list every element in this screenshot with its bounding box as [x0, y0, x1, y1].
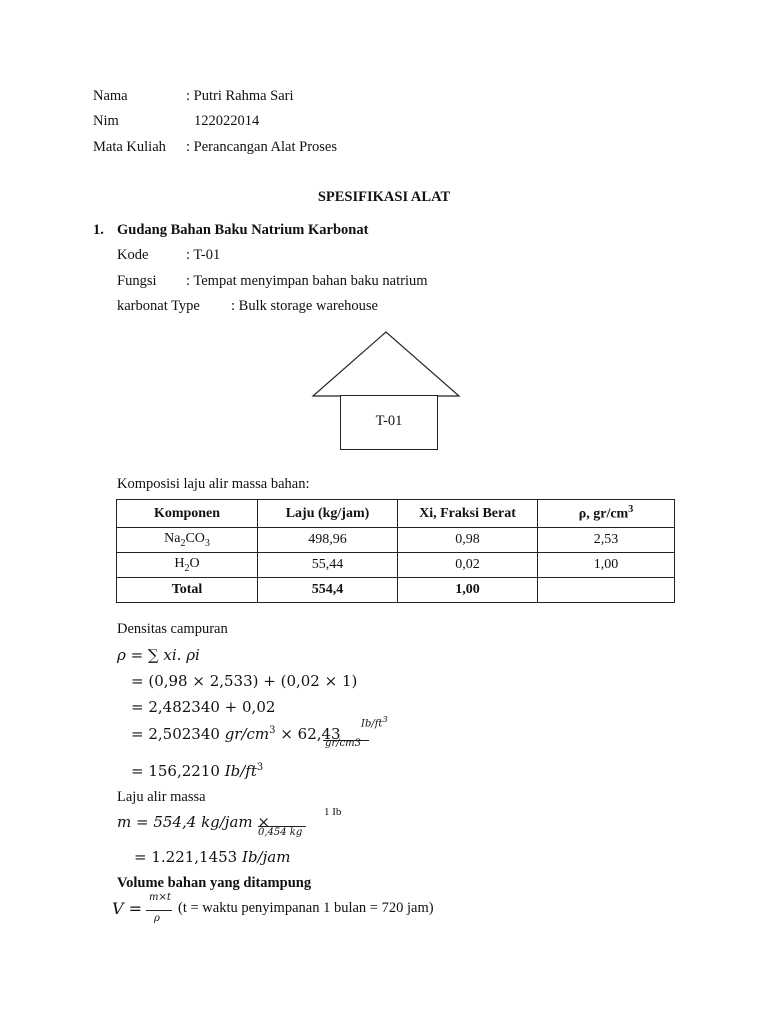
volume-frac-num: m×t — [149, 892, 171, 903]
table-caption: Komposisi laju alir massa bahan: — [117, 476, 310, 492]
total-rho — [538, 578, 675, 603]
mata-kuliah-label: Mata Kuliah — [93, 139, 166, 155]
volume-note: (t = waktu penyimpanan 1 bulan = 720 jam) — [178, 900, 434, 916]
density-eq5-main: = 156,2210 — [131, 762, 220, 780]
density-frac-num-sup: 3 — [382, 715, 388, 724]
table-row — [117, 528, 675, 553]
density-eq4-main: = 2,502340 — [131, 725, 220, 743]
warehouse-diagram-box — [340, 395, 438, 450]
density-frac-den: gr/cm3 — [325, 738, 361, 749]
massflow-eq2-unit: Ib/jam — [242, 848, 291, 866]
massflow-eq2-main: = 1.221,1453 — [134, 848, 238, 866]
density-eq4-unit: gr/cm — [224, 725, 270, 743]
section-number: 1. — [93, 222, 104, 238]
massflow-frac-num: 1 Ib — [324, 806, 342, 818]
total-xi: 1,00 — [398, 578, 538, 603]
density-eq5-sup: 3 — [256, 762, 264, 773]
header-laju: Laju (kg/jam) — [258, 500, 398, 528]
massflow-eq1-unit: kg/jam — [201, 813, 253, 831]
nama-value: : Putri Rahma Sari — [186, 88, 294, 104]
warehouse-diagram-label: T-01 — [375, 413, 403, 429]
density-eq1: ρ = ∑ xi. ρi — [117, 646, 200, 664]
total-label: Total — [117, 578, 258, 603]
type-value: : Bulk storage warehouse — [231, 298, 378, 314]
density-eq5 — [131, 762, 263, 780]
header-xi: Xi, Fraksi Berat — [398, 500, 538, 528]
massflow-eq1-times: × — [257, 813, 270, 831]
row-rho: 2,53 — [538, 528, 675, 553]
row-laju: 498,96 — [258, 528, 398, 553]
density-eq2: = (0,98 × 2,533) + (0,02 × 1) — [131, 672, 358, 690]
density-eq4-times: × 62,43 — [280, 725, 341, 743]
komponen-sub: 2 — [184, 562, 190, 574]
density-frac-num-text: Ib/ft — [361, 718, 383, 730]
table-row — [117, 553, 675, 578]
volume-frac-den: ρ — [154, 913, 160, 924]
table-header-row — [117, 500, 675, 528]
row-laju: 55,44 — [258, 553, 398, 578]
volume-lhs: V = — [112, 899, 143, 918]
row-komponen — [117, 553, 258, 578]
density-frac-num — [361, 715, 388, 729]
massflow-eq1 — [117, 813, 270, 831]
fungsi-value: : Tempat menyimpan bahan baku natrium — [186, 273, 428, 289]
massflow-frac-den: 0,454 kg — [258, 827, 303, 838]
komponen-text: H — [174, 556, 185, 572]
header-rho — [538, 500, 675, 528]
komponen-text: Na — [164, 531, 181, 547]
nim-value: 122022014 — [194, 113, 260, 129]
type-label: karbonat Type — [117, 298, 200, 314]
header-rho-text: ρ, gr/cm — [578, 506, 629, 522]
komponen-sub: 2 — [180, 537, 186, 549]
kode-label: Kode — [117, 247, 149, 263]
komponen-text: O — [189, 556, 200, 572]
row-xi: 0,02 — [398, 553, 538, 578]
nama-label: Nama — [93, 88, 128, 104]
total-laju: 554,4 — [258, 578, 398, 603]
density-eq3: = 2,482340 + 0,02 — [131, 698, 276, 716]
warehouse-roof-icon — [310, 330, 462, 400]
row-xi: 0,98 — [398, 528, 538, 553]
header-komponen: Komponen — [117, 500, 258, 528]
density-eq5-unit: Ib/ft — [224, 762, 257, 780]
kode-value: : T-01 — [186, 247, 221, 263]
mata-kuliah-value: : Perancangan Alat Proses — [186, 139, 338, 155]
komponen-sub: 3 — [204, 537, 210, 549]
row-rho: 1,00 — [538, 553, 675, 578]
massflow-label: Laju alir massa — [117, 789, 206, 805]
density-eq4-sup: 3 — [269, 725, 276, 736]
volume-fraction-line — [146, 910, 172, 911]
composition-table — [116, 499, 675, 603]
massflow-eq1-main: m = 554,4 — [117, 813, 197, 831]
nim-label: Nim — [93, 113, 119, 129]
komponen-text: CO — [185, 531, 205, 547]
fungsi-label: Fungsi — [117, 273, 157, 289]
volume-heading: Volume bahan yang ditampung — [117, 875, 312, 891]
row-komponen — [117, 528, 258, 553]
table-total-row — [117, 578, 675, 603]
header-rho-sup: 3 — [628, 504, 634, 516]
massflow-eq2 — [134, 848, 290, 866]
section-heading: Gudang Bahan Baku Natrium Karbonat — [117, 222, 369, 238]
page-title: SPESIFIKASI ALAT — [317, 189, 451, 205]
density-eq4 — [131, 725, 341, 743]
density-label: Densitas campuran — [117, 621, 228, 637]
